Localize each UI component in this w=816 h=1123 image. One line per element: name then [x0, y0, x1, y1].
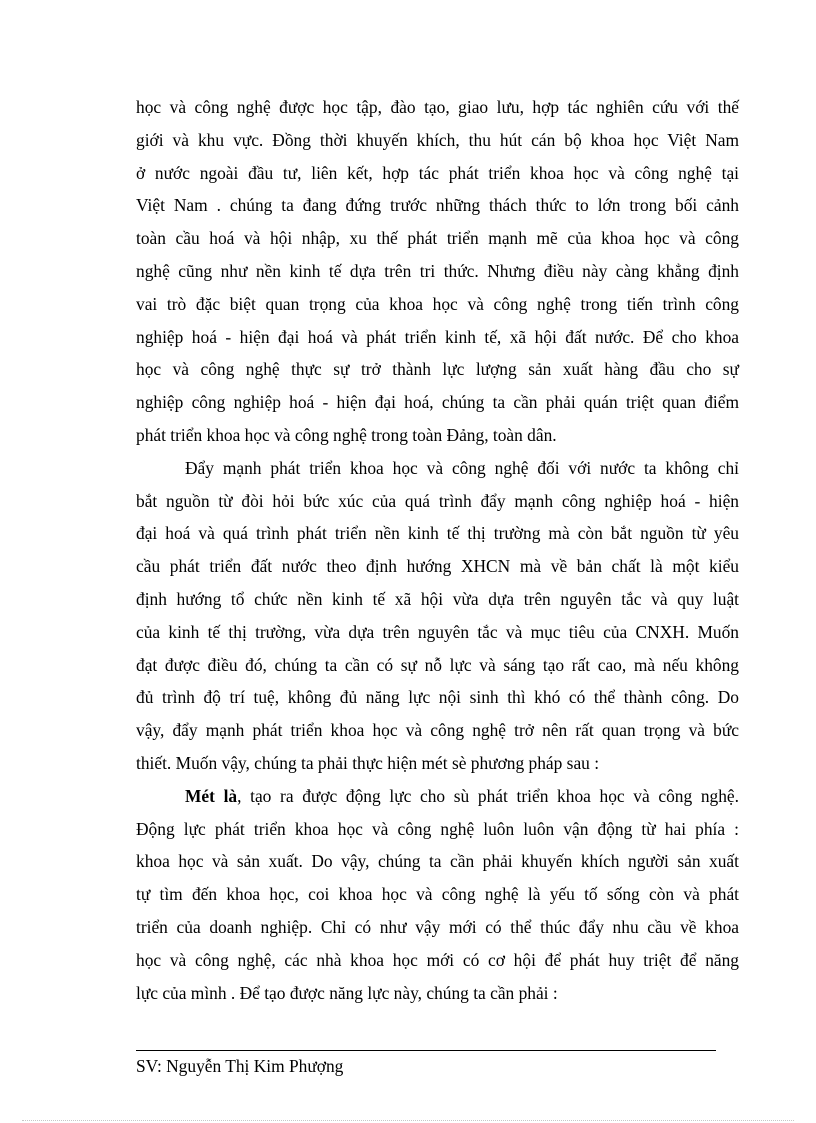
text-line: thiết. Muốn vậy, chúng ta phải thực hiện mét sè phương pháp sau :	[136, 752, 600, 773]
paragraph-lead: Mét là	[185, 785, 238, 806]
footer-divider	[136, 1050, 716, 1051]
text-line: phát triển khoa học và công nghệ trong toàn Đảng, toàn dân.	[136, 424, 557, 445]
text-line: Việt Nam . chúng ta đang đứng trước những thách thức to lớn trong bối cảnh	[136, 195, 739, 216]
footer-author: SV: Nguyễn Thị Kim Phượng	[136, 1056, 344, 1076]
text-line: nghệ cũng như nền kinh tế dựa trên tri thức. Nhưng điều này càng khẳng định	[136, 260, 739, 281]
text-line: cầu phát triển đất nước theo định hướng XHCN mà về bản chất là một kiểu	[136, 556, 739, 577]
text-line: khoa học và sản xuất. Do vậy, chúng ta cần phải khuyến khích người sản xuất	[136, 851, 739, 872]
text-line: đạt được điều đó, chúng ta cần có sự nỗ lực và sáng tạo rất cao, mà nếu không	[136, 654, 739, 675]
text-line: vậy, đẩy mạnh phát triển khoa học và công nghệ trở nên rất quan trọng và bức	[136, 720, 739, 741]
page-bottom-edge	[22, 1120, 794, 1121]
body-text	[136, 91, 739, 1009]
text-line: nghiệp hoá - hiện đại hoá và phát triển kinh tế, xã hội đất nước. Để cho khoa	[136, 326, 739, 347]
text-line: bắt nguồn từ đòi hỏi bức xúc của quá trình đẩy mạnh công nghiệp hoá - hiện	[136, 490, 739, 511]
text-line: học và công nghệ, các nhà khoa học mới có cơ hội để phát huy triệt để năng	[136, 949, 739, 970]
text-line: đại hoá và quá trình phát triển nền kinh tế thị trường mà còn bắt nguồn từ yêu	[136, 523, 739, 544]
text-line: nghiệp công nghiệp hoá - hiện đại hoá, chúng ta cần phải quán triệt quan điểm	[136, 392, 739, 413]
text-line	[136, 780, 739, 813]
paragraph-1	[136, 91, 739, 452]
text-line: lực của mình . Để tạo được năng lực này, chúng ta cần phải :	[136, 982, 558, 1003]
paragraph-3	[136, 780, 739, 1010]
text-line: toàn cầu hoá và hội nhập, xu thế phát triển mạnh mẽ của khoa học và công	[136, 228, 739, 249]
text-line: vai trò đặc biệt quan trọng của khoa học và công nghệ trong tiến trình công	[136, 293, 739, 314]
text-line: triển của doanh nghiệp. Chỉ có như vậy mới có thể thúc đẩy nhu cầu về khoa	[136, 916, 739, 937]
text-line: ở nước ngoài đầu tư, liên kết, hợp tác phát triển khoa học và công nghệ tại	[136, 162, 739, 183]
text-line: học và công nghệ được học tập, đào tạo, giao lưu, hợp tác nghiên cứu với thế	[136, 97, 739, 117]
text-line: tự tìm đến khoa học, coi khoa học và công nghệ là yếu tố sống còn và phát	[136, 884, 739, 905]
text-line: Động lực phát triển khoa học và công nghệ luôn luôn vận động từ hai phía :	[136, 818, 739, 839]
text-line: giới và khu vực. Đồng thời khuyến khích, thu hút cán bộ khoa học Việt Nam	[136, 129, 739, 150]
text-line: đủ trình độ trí tuệ, không đủ năng lực nội sinh thì khó có thể thành công. Do	[136, 687, 739, 708]
text-line: định hướng tổ chức nền kinh tế xã hội vừa dựa trên nguyên tắc và quy luật	[136, 588, 739, 609]
text-line: Đẩy mạnh phát triển khoa học và công nghệ đối với nước ta không chỉ	[185, 457, 739, 478]
text-line: học và công nghệ thực sự trở thành lực lượng sản xuất hàng đầu cho sự	[136, 359, 739, 380]
lead-continuation: , tạo ra được động lực cho sù phát triển khoa học và công nghệ.	[237, 785, 739, 806]
paragraph-2	[136, 452, 739, 780]
text-line: của kinh tế thị trường, vừa dựa trên nguyên tắc và mục tiêu của CNXH. Muốn	[136, 621, 739, 642]
